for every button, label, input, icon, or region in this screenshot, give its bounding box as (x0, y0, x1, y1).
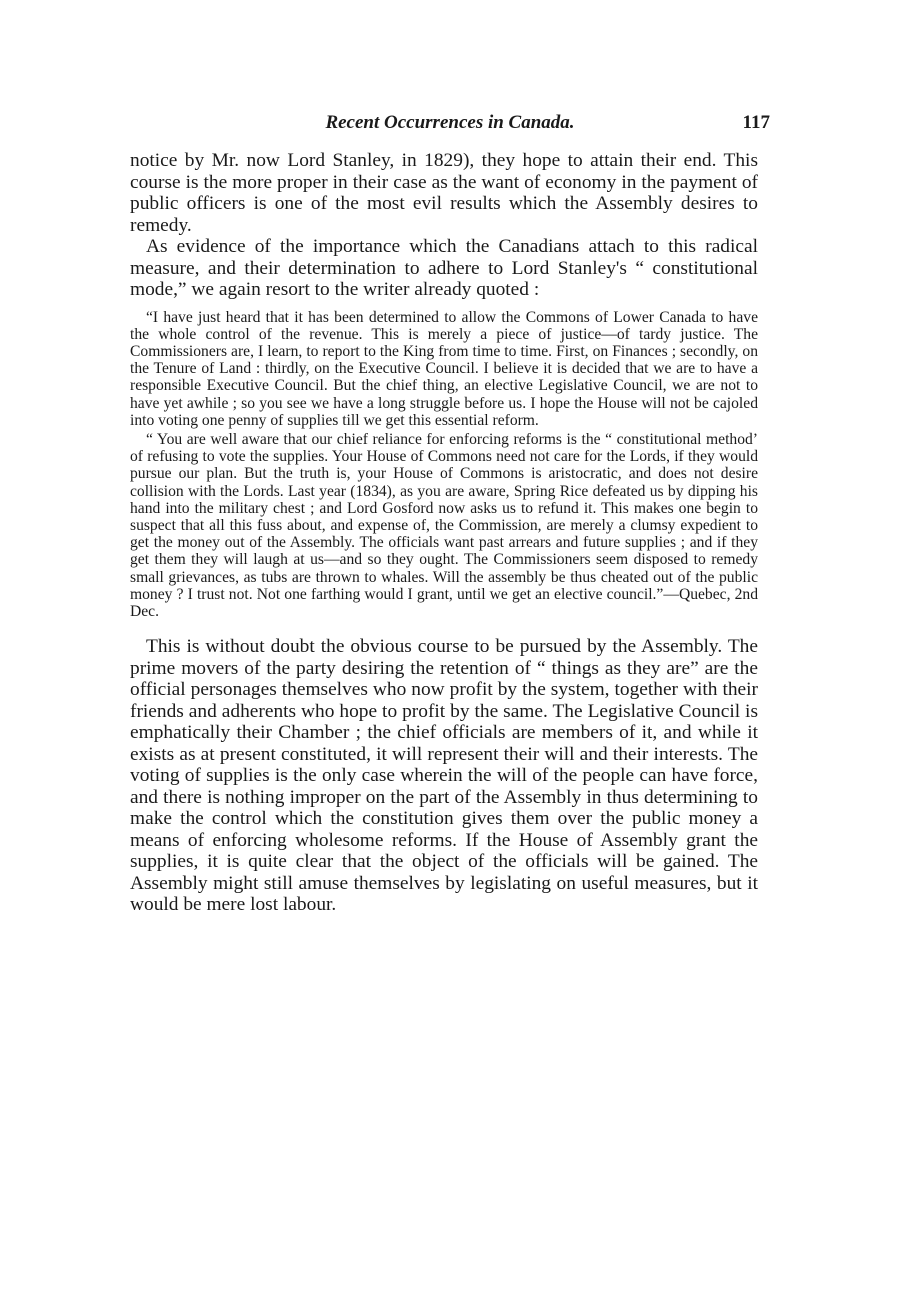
page-header (130, 112, 770, 142)
body-text (130, 150, 758, 916)
quoted-letter-paragraph-1: “I have just heard that it has been determined to allow the Commons of Lower Canada to have the whole control of the revenue. This is merely a piece of justice—of tardy justice. The Commissioners are, I learn, to report to the King from time to time. First, on Finances ; secondly, on the Tenure of Land : thirdly, on the Executive Council. I believe it is decided that we are to have a responsible Executive Council. But the chief thing, an elective Legislative Council, we are not to have yet awhile ; so you see we have a long struggle before us. I hope the House will not be cajoled into voting one penny of supplies till we get this essential reform. (130, 308, 758, 429)
paragraph-evidence: As evidence of the importance which the Canadians attach to this radical measure, and their determination to adhere to Lord Stanley's “ constitutional mode,” we again resort to the writer already quoted : (130, 236, 758, 300)
paragraph-continuation: notice by Mr. now Lord Stanley, in 1829), they hope to attain their end. This course is the more proper in their case as the want of economy in the payment of public officers is one of the most evil results which the Assembly desires to remedy. (130, 150, 758, 236)
page-number: 117 (742, 112, 770, 133)
running-title: Recent Occurrences in Canada. (325, 112, 575, 133)
paragraph-conclusion: This is without doubt the obvious course to be pursued by the Assembly. The prime movers of the party desiring the retention of “ things as they are” are the official personages themselves who now profit by the system, together with their friends and adherents who hope to profit by the same. The Legislative Council is emphatically their Chamber ; the chief officials are members of it, and while it exists as at present constituted, it will represent their will and their interests. The voting of supplies is the only case wherein the will of the people can have force, and there is nothing improper on the part of the Assembly in thus determining to make the control which the constitution gives them over the public money a means of enforcing wholesome reforms. If the House of Assembly grant the supplies, it is quite clear that the object of the officials will be gained. The Assembly might still amuse themselves by legislating on useful measures, but it would be mere lost labour. (130, 636, 758, 916)
quoted-letter-paragraph-2: “ You are well aware that our chief reliance for enforcing reforms is the “ constitutional method’ of refusing to vote the supplies. Your House of Commons need not care for the Lords, if they would pursue our plan. But the truth is, your House of Commons is aristocratic, and does not desire collision with the Lords. Last year (1834), as you are aware, Spring Rice defeated us by dipping his hand into the military chest ; and Lord Gosford now asks us to refund it. This makes one begin to suspect that all this fuss about, and expense of, the Commission, are merely a clumsy expedient to get the money out of the Assembly. The officials want past arrears and future supplies ; and if they get them they will laugh at us—and so they ought. The Commissioners seem disposed to remedy small grievances, as tubs are thrown to whales. Will the assembly be thus cheated out of the public money ? I trust not. Not one farthing would I grant, until we get an elective council.”—Quebec, 2nd Dec. (130, 430, 758, 620)
